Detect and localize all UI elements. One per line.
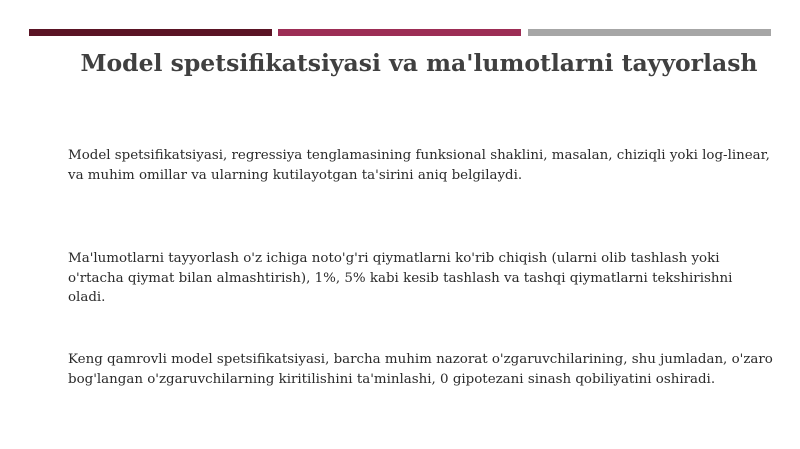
paragraph-data-preparation: Ma'lumotlarni tayyorlash o'z ichiga noto'g'ri qiymatlarni ko'rib chiqish (ularni olib tashlash yoki o'rtacha qiymat bilan almashtirish), 1%, 5% kabi kesib tashlash va tashqi qiymatlarni tekshirishni oladi.: [68, 251, 733, 305]
slide-title: Model spetsifikatsiyasi va ma'lumotlarni tayyorlash: [80, 49, 758, 77]
accent-bar-gray: [528, 29, 771, 36]
paragraph-comprehensive-specification: Keng qamrovli model spetsifikatsiyasi, barcha muhim nazorat o'zgaruvchilarining, shu jumladan, o'zaro bog'langan o'zgaruvchilarning kiritilishini ta'minlashi, 0 gipotezani sinash qobiliyatini oshiradi.: [68, 352, 773, 387]
accent-bar-magenta: [278, 29, 521, 36]
paragraph-model-specification: Model spetsifikatsiyasi, regressiya tenglamasining funksional shaklini, masalan, chiziqli yoki log-linear, va muhim omillar va ularning kutilayotgan ta'sirini aniq belgilaydi.: [68, 148, 770, 183]
accent-bar-dark-maroon: [29, 29, 272, 36]
